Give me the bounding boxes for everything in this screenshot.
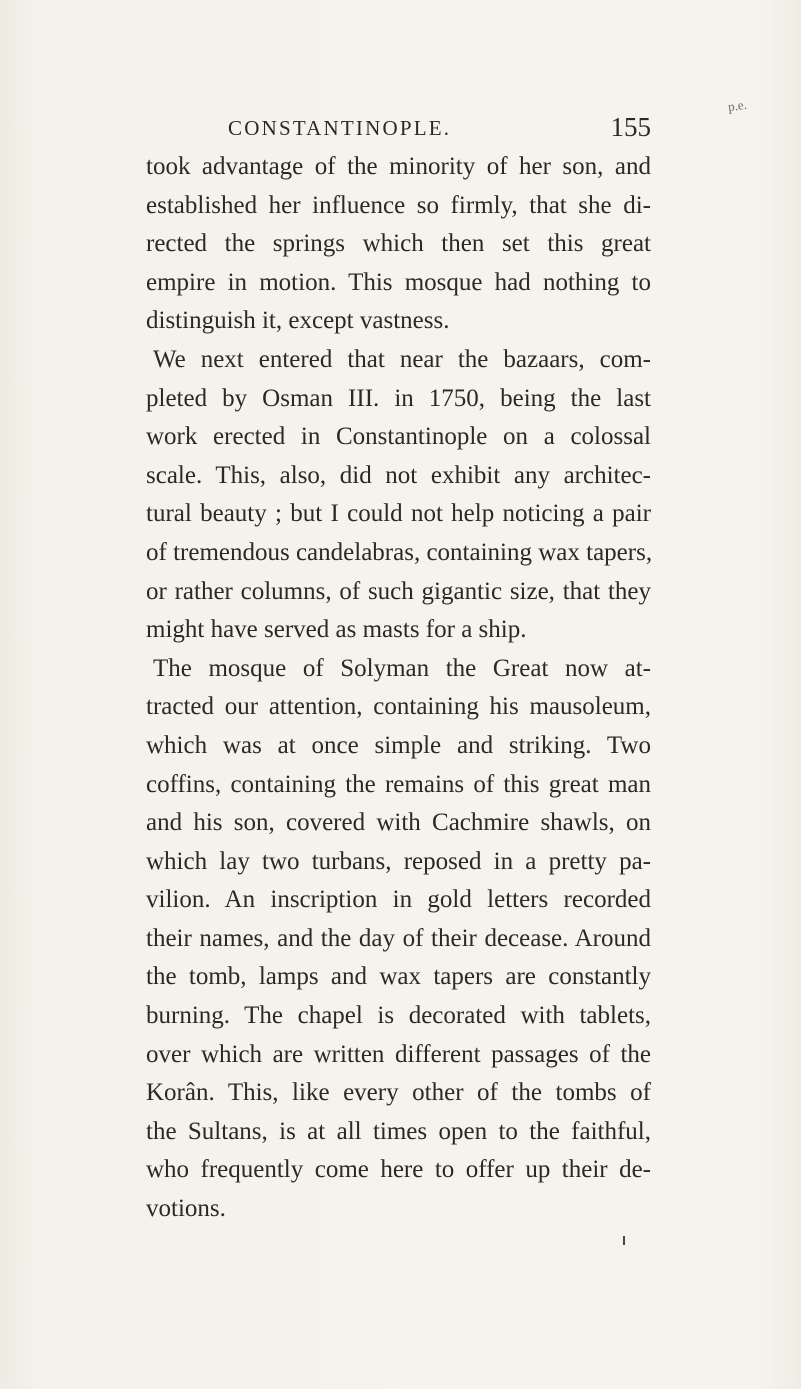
text-line: vilion. An inscription in gold letters recorded xyxy=(146,886,651,914)
text-line: We next entered that near the bazaars, com- xyxy=(153,345,651,373)
margin-annotation: p.e. xyxy=(726,96,748,115)
text-line: which was at once simple and striking. Two xyxy=(146,731,651,759)
text-line: burning. The chapel is decorated with tablets, xyxy=(146,1002,651,1030)
text-line: scale. This, also, did not exhibit any architec- xyxy=(146,461,651,489)
text-line: distinguish it, except vastness. xyxy=(146,307,450,335)
text-line: or rather columns, of such gigantic size, that they xyxy=(146,577,651,605)
text-line: of tremendous candelabras, containing wax tapers, xyxy=(146,538,653,566)
ink-speck xyxy=(623,1236,625,1245)
text-line: over which are written different passages of the xyxy=(146,1040,651,1068)
text-line: coffins, containing the remains of this great man xyxy=(146,770,651,798)
running-title: CONSTANTINOPLE. xyxy=(228,116,452,140)
text-line: their names, and the day of their decease. Around xyxy=(146,924,651,952)
text-line: who frequently come here to offer up their de- xyxy=(146,1156,651,1184)
text-line: established her influence so firmly, that she di- xyxy=(146,191,651,219)
page-number: 155 xyxy=(610,112,651,142)
text-line: empire in motion. This mosque had nothing to xyxy=(146,268,651,296)
text-line: took advantage of the minority of her son, and xyxy=(146,153,651,180)
running-head xyxy=(228,112,651,148)
text-line: the Sultans, is at all times open to the faithful, xyxy=(146,1117,651,1145)
text-line: and his son, covered with Cachmire shawls, on xyxy=(146,809,651,837)
text-line: the tomb, lamps and wax tapers are constantly xyxy=(146,963,651,991)
text-line: work erected in Constantinople on a colossal xyxy=(146,423,651,451)
text-line: votions. xyxy=(146,1195,226,1223)
text-line: rected the springs which then set this great xyxy=(146,230,651,258)
text-line: tural beauty ; but I could not help noticing a pair xyxy=(146,500,651,528)
body-text xyxy=(146,148,651,1229)
text-line: might have served as masts for a ship. xyxy=(146,616,527,644)
text-line: pleted by Osman III. in 1750, being the last xyxy=(146,384,651,412)
text-line: Korân. This, like every other of the tombs of xyxy=(146,1079,651,1107)
text-line: The mosque of Solyman the Great now at- xyxy=(153,654,651,682)
text-line: which lay two turbans, reposed in a pretty pa- xyxy=(146,847,651,875)
text-line: tracted our attention, containing his mausoleum, xyxy=(146,693,651,721)
